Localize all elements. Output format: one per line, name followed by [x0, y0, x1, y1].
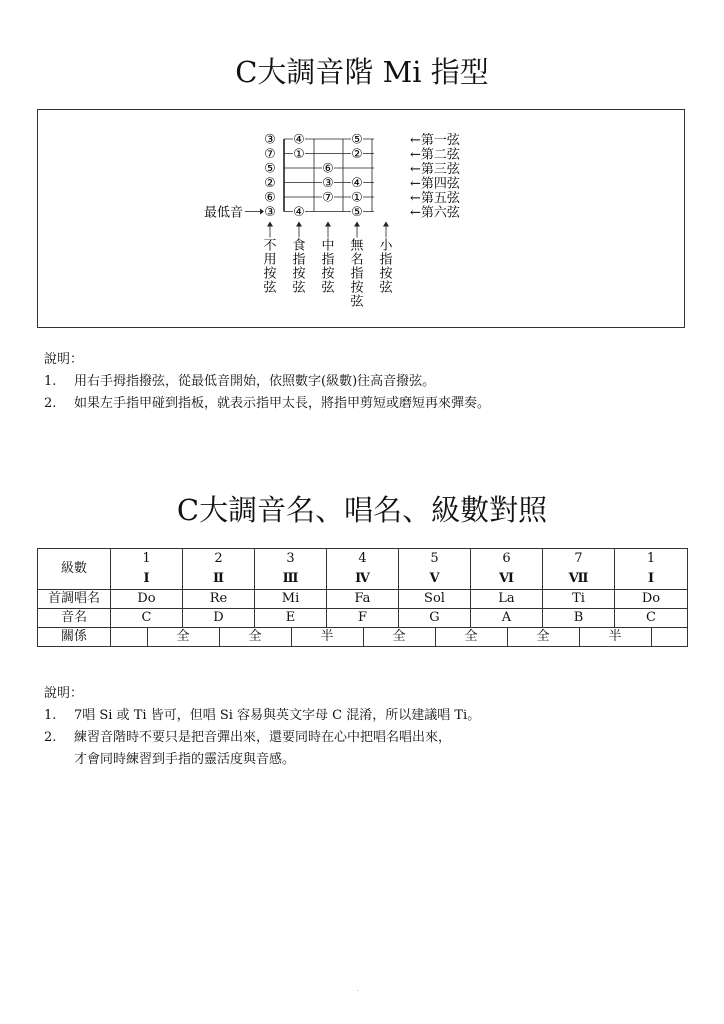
note-marker: ⑦: [322, 190, 334, 206]
string-label: ←第五弦: [410, 191, 460, 206]
finger-label-char: 指: [292, 252, 306, 268]
notes-section-2: [44, 683, 480, 771]
table-row-relation: [38, 628, 688, 647]
row-header-note: 音名: [38, 609, 111, 628]
finger-label-char: 弦: [379, 280, 393, 296]
degree-cell: 2 Ⅱ: [183, 549, 255, 590]
string-label: ←第一弦: [410, 133, 460, 148]
relation-divider: [651, 628, 652, 646]
row-header-relation: 關係: [38, 628, 111, 647]
degree-cell: 5 Ⅴ: [399, 549, 471, 590]
finger-label-char: 弦: [292, 280, 306, 296]
relation-divider: [435, 628, 436, 646]
note-marker: ④: [293, 132, 305, 148]
relation-strip: [111, 628, 688, 647]
degree-cell: 6 Ⅵ: [471, 549, 543, 590]
note-marker: ①: [351, 190, 363, 206]
note-marker: ⑦: [264, 147, 276, 162]
relation-label: 全: [536, 629, 550, 644]
finger-label-char: 無: [350, 238, 364, 254]
solfege-cell: Do: [615, 590, 688, 609]
note-marker: ⑥: [264, 190, 276, 206]
relation-label: 全: [392, 629, 406, 644]
degree-cell: 1 Ⅰ: [615, 549, 688, 590]
solfege-cell: Do: [111, 590, 183, 609]
notes-item-number: 1.: [44, 374, 57, 389]
finger-label-char: 小: [379, 238, 393, 254]
finger-label-char: 用: [263, 252, 277, 268]
note-cell: C: [111, 609, 183, 628]
finger-label-char: 弦: [263, 280, 277, 296]
notes-item-text: 如果左手指甲碰到指板，就表示指甲太長，將指甲剪短或磨短再來彈奏。: [74, 396, 491, 411]
notes-section-1: [44, 349, 490, 415]
finger-label-char: 指: [350, 266, 364, 282]
page-title-comparison: C大調音名、唱名、級數對照: [176, 493, 548, 527]
finger-arrowhead: [383, 222, 389, 227]
string-label: ←第四弦: [410, 176, 460, 192]
string-label: ←第二弦: [410, 147, 460, 163]
notes-item-number: 2.: [44, 730, 57, 745]
notes-item-number: 1.: [44, 708, 57, 723]
finger-label-char: 不: [263, 238, 277, 254]
note-marker: ②: [351, 147, 363, 162]
relation-divider: [147, 628, 148, 646]
table-row-note: [38, 609, 688, 628]
degree-cell: 3 Ⅲ: [255, 549, 327, 590]
finger-label-char: 按: [379, 266, 393, 282]
relation-label: 全: [248, 629, 262, 644]
solfege-cell: Sol: [399, 590, 471, 609]
relation-intervals: [111, 628, 687, 646]
degree-cell: 4 Ⅳ: [327, 549, 399, 590]
note-marker: ⑤: [351, 205, 363, 220]
note-cell: F: [327, 609, 399, 628]
finger-label-char: 弦: [321, 280, 335, 296]
notes-heading: 說明：: [44, 686, 84, 701]
note-marker: ⑥: [322, 161, 334, 177]
finger-label-char: 按: [321, 266, 335, 282]
note-cell: G: [399, 609, 471, 628]
note-cell: E: [255, 609, 327, 628]
page-title-scale: C大調音階 Mi 指型: [235, 55, 489, 89]
row-header-degree: 級數: [38, 549, 111, 590]
finger-label-char: 食: [292, 238, 306, 254]
finger-label-char: 按: [292, 266, 306, 282]
finger-label-char: 指: [379, 252, 393, 268]
notes-item-continuation: 才會同時練習到手指的靈活度與音感。: [74, 752, 296, 767]
solfege-cell: Ti: [543, 590, 615, 609]
footer-mark: .: [357, 986, 359, 993]
solfege-cell: Mi: [255, 590, 327, 609]
relation-divider: [291, 628, 292, 646]
notes-item-text: 用右手拇指撥弦，從最低音開始，依照數字(級數)往高音撥弦。: [74, 374, 436, 389]
finger-label-char: 按: [350, 280, 364, 296]
finger-arrowhead: [354, 222, 360, 227]
finger-label-char: 按: [263, 266, 277, 282]
note-marker: ③: [264, 205, 276, 220]
relation-divider: [579, 628, 580, 646]
solfege-cell: Fa: [327, 590, 399, 609]
note-cell: B: [543, 609, 615, 628]
notes-item: [44, 371, 490, 393]
notes-item: [44, 705, 480, 727]
note-marker: ④: [351, 176, 363, 191]
table-row-degree: [38, 549, 688, 590]
degree-cell: 7 Ⅶ: [543, 549, 615, 590]
note-cell: A: [471, 609, 543, 628]
note-marker: ④: [293, 205, 305, 220]
finger-label-char: 弦: [350, 294, 364, 310]
relation-label: 半: [320, 629, 334, 644]
finger-arrowhead: [325, 222, 331, 227]
string-label: ←第三弦: [410, 162, 460, 177]
solfege-cell: Re: [183, 590, 255, 609]
finger-label-char: 名: [350, 252, 364, 268]
note-marker: ②: [264, 176, 276, 191]
string-label: ←第六弦: [410, 205, 460, 221]
relation-label: 全: [176, 629, 190, 644]
notes-item-number: 2.: [44, 396, 57, 411]
note-cell: C: [615, 609, 688, 628]
notes-item: [44, 393, 490, 415]
fretboard-diagram: [38, 110, 686, 329]
lowest-note-label: 最低音: [204, 205, 244, 221]
finger-label-char: 中: [321, 238, 335, 254]
scale-comparison-table: [37, 548, 688, 647]
notes-item-text: 練習音階時不要只是把音彈出來，還要同時在心中把唱名唱出來，: [74, 730, 452, 745]
row-header-solfege: 首調唱名: [38, 590, 111, 609]
relation-divider: [507, 628, 508, 646]
notes-item-text: 7唱 Si 或 Ti 皆可，但唱 Si 容易與英文字母 C 混淆，所以建議唱 Ti。: [74, 708, 481, 723]
finger-arrowhead: [296, 222, 302, 227]
relation-divider: [219, 628, 220, 646]
note-marker: ⑤: [264, 161, 276, 177]
note-marker: ①: [293, 147, 305, 162]
relation-label: 全: [464, 629, 478, 644]
relation-label: 半: [608, 629, 622, 644]
note-cell: D: [183, 609, 255, 628]
notes-item: [44, 727, 480, 749]
finger-arrowhead: [267, 222, 273, 227]
note-marker: ⑤: [351, 132, 363, 148]
finger-label-char: 指: [321, 252, 335, 268]
relation-divider: [363, 628, 364, 646]
notes-heading: 說明：: [44, 352, 84, 367]
fretboard-diagram-box: [37, 109, 685, 328]
table-row-solfege: [38, 590, 688, 609]
solfege-cell: La: [471, 590, 543, 609]
note-marker: ③: [264, 132, 276, 148]
note-marker: ③: [322, 176, 334, 191]
degree-cell: 1 Ⅰ: [111, 549, 183, 590]
